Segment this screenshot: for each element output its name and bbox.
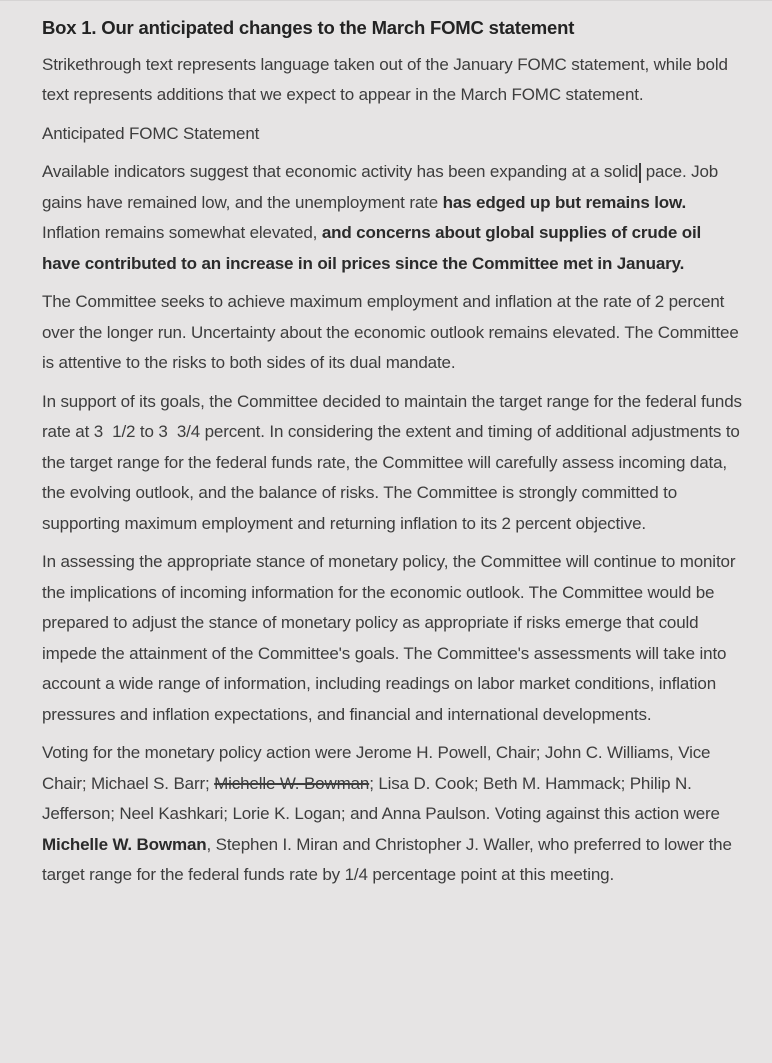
text-run: Anticipated FOMC Statement <box>42 123 260 143</box>
statement-label-paragraph <box>42 119 742 150</box>
box-title: Box 1. Our anticipated changes to the March FOMC statement <box>42 17 575 38</box>
text-run: Strikethrough text represents language taken out of the January FOMC statement, while bold text represents additions that we expect to appear in the March FOMC statement. <box>42 54 728 105</box>
economic-activity-paragraph <box>42 157 742 279</box>
fomc-box <box>0 1 772 911</box>
text-run: Inflation remains somewhat elevated, <box>42 223 322 243</box>
dual-mandate-paragraph <box>42 287 742 379</box>
text-run: Voting for the monetary policy action were Jerome H. Powell, Chair; John C. Williams, Vice Chair; Michael S. Barr; <box>42 743 711 793</box>
target-range-paragraph <box>42 387 742 540</box>
strikethrough-run: Michelle W. Bowman <box>214 773 370 793</box>
text-run: Available indicators suggest that economic activity has been expanding at a solid <box>42 162 639 182</box>
bold-run: has edged up but remains low. <box>442 192 687 212</box>
text-run: In assessing the appropriate stance of monetary policy, the Committee will continue to monitor the implications of incoming information for the economic outlook. The Committee would be prepared to adjust the stance of monetary policy as appropriate if risks emerge that could impede the attainment of the Committee's goals. The Committee's assessments will take into account a wide range of information, including readings on labor market conditions, inflation pressures and inflation expectations, and financial and international developments. <box>42 552 736 724</box>
text-run: , Stephen I. Miran and Christopher J. Waller, who preferred to lower the target range for the federal funds rate by 1/4 percentage point at this meeting. <box>42 834 732 885</box>
legend-paragraph <box>42 50 742 111</box>
bold-run: Michelle W. Bowman <box>42 834 207 854</box>
document-editing-area[interactable] <box>42 50 742 891</box>
text-run: In support of its goals, the Committee decided to maintain the target range for the federal funds rate at 3 1/2 to 3 3/4 percent. In considering the extent and timing of additional adjustments to the target range for the federal funds rate, the Committee will carefully assess incoming data, the evolving outlook, and the balance of risks. The Committee is strongly committed to supporting maximum employment and returning inflation to its 2 percent objective. <box>42 391 742 533</box>
voting-paragraph <box>42 738 742 891</box>
bold-run: and concerns about global supplies of crude oil have contributed to an increase in oil prices since the Committee met in January. <box>42 223 702 273</box>
text-run: pace. Job gains have remained low, and the unemployment rate <box>42 162 719 212</box>
monetary-policy-stance-paragraph <box>42 547 742 730</box>
text-run: The Committee seeks to achieve maximum employment and inflation at the rate of 2 percent over the longer run. Uncertainty about the economic outlook remains elevated. The Committee is attentive to the risks to both sides of its dual mandate. <box>42 292 739 373</box>
text-run: ; Lisa D. Cook; Beth M. Hammack; Philip N. Jefferson; Neel Kashkari; Lorie K. Logan; and Anna Paulson. Voting against this action were <box>42 773 720 824</box>
